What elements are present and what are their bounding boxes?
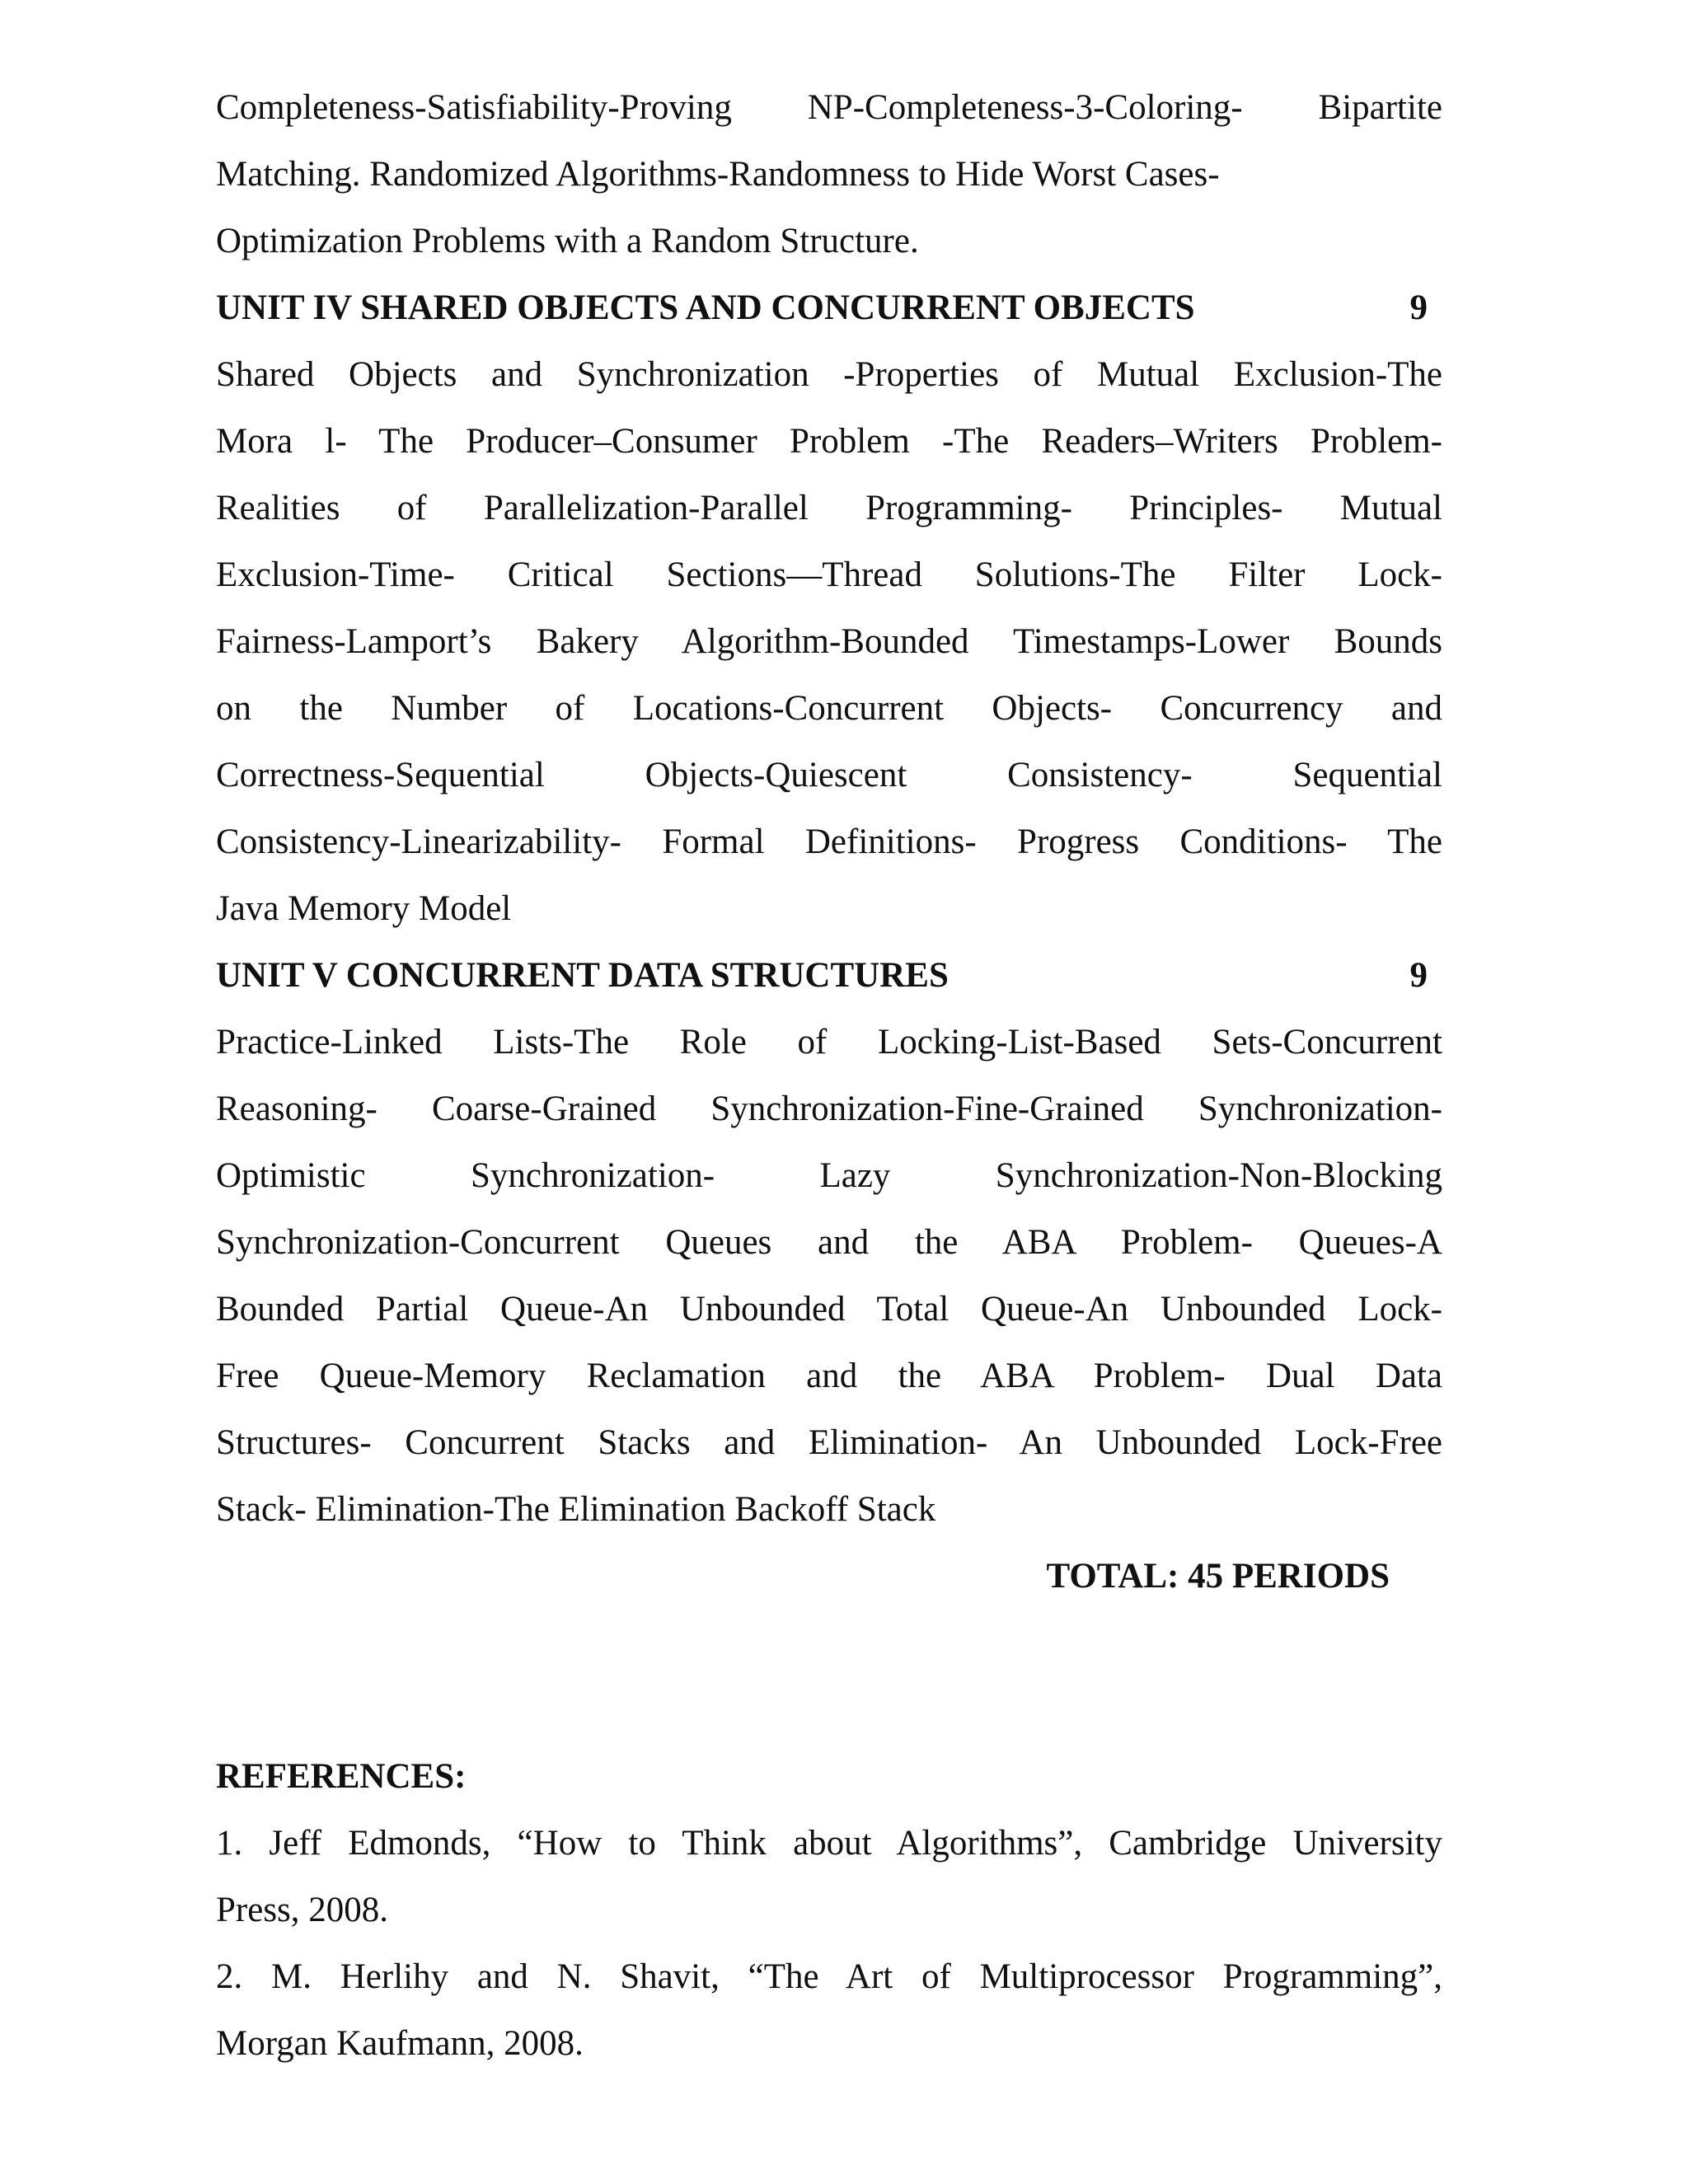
unit-4-section xyxy=(216,274,1442,942)
syllabus-page xyxy=(216,74,1442,2077)
unit-5-title: UNIT V CONCURRENT DATA STRUCTURES xyxy=(216,956,949,995)
paragraph-line: Exclusion-Time- Critical Sections—Thread Solutions-The Filter Lock- xyxy=(216,555,1442,594)
unit-3-continuation xyxy=(216,74,1442,274)
paragraph-line: Completeness-Satisfiability-Proving NP-Completeness-3-Coloring- Bipartite xyxy=(216,88,1442,127)
paragraph-line: Reasoning- Coarse-Grained Synchronization-Fine-Grained Synchronization- xyxy=(216,1090,1442,1128)
references-heading: REFERENCES: xyxy=(216,1757,467,1796)
unit-4-heading xyxy=(216,274,1442,341)
paragraph-line: Consistency-Linearizability- Formal Definitions- Progress Conditions- The xyxy=(216,823,1442,861)
reference-line: 1. Jeff Edmonds, “How to Think about Algorithms”, Cambridge University xyxy=(216,1824,1442,1863)
paragraph-line: Practice-Linked Lists-The Role of Locking-List-Based Sets-Concurrent xyxy=(216,1023,1442,1062)
paragraph-line: Correctness-Sequential Objects-Quiescent Consistency- Sequential xyxy=(216,756,1442,794)
paragraph-line: Mora l- The Producer–Consumer Problem -The Readers–Writers Problem- xyxy=(216,422,1442,461)
reference-line: Press, 2008. xyxy=(216,1891,389,1929)
reference-line: Morgan Kaufmann, 2008. xyxy=(216,2024,584,2063)
paragraph-line: Optimistic Synchronization- Lazy Synchronization-Non-Blocking xyxy=(216,1156,1442,1195)
paragraph-line: Java Memory Model xyxy=(216,889,512,928)
unit-4-hours: 9 xyxy=(1409,288,1428,327)
paragraph-line: Shared Objects and Synchronization -Properties of Mutual Exclusion-The xyxy=(216,355,1442,394)
section-spacer xyxy=(216,1610,1442,1743)
unit-5-section xyxy=(216,942,1442,1543)
unit-5-hours: 9 xyxy=(1409,956,1428,995)
paragraph-line: Bounded Partial Queue-An Unbounded Total Queue-An Unbounded Lock- xyxy=(216,1290,1442,1329)
paragraph-line: Fairness-Lamport’s Bakery Algorithm-Bounded Timestamps-Lower Bounds xyxy=(216,622,1442,661)
paragraph-line: Stack- Elimination-The Elimination Backoff Stack xyxy=(216,1490,936,1529)
paragraph-line: Optimization Problems with a Random Structure. xyxy=(216,222,919,260)
paragraph-line: on the Number of Locations-Concurrent Objects- Concurrency and xyxy=(216,689,1442,728)
unit-4-title: UNIT IV SHARED OBJECTS AND CONCURRENT OBJECTS xyxy=(216,288,1195,327)
total-periods: TOTAL: 45 PERIODS xyxy=(1046,1557,1390,1596)
references-section xyxy=(216,1743,1442,2077)
unit-5-heading xyxy=(216,942,1442,1009)
paragraph-line: Matching. Randomized Algorithms-Randomness to Hide Worst Cases- xyxy=(216,155,1220,194)
paragraph-line: Realities of Parallelization-Parallel Programming- Principles- Mutual xyxy=(216,489,1442,527)
paragraph-line: Structures- Concurrent Stacks and Elimination- An Unbounded Lock-Free xyxy=(216,1423,1442,1462)
paragraph-line: Synchronization-Concurrent Queues and the ABA Problem- Queues-A xyxy=(216,1223,1442,1262)
paragraph-line: Free Queue-Memory Reclamation and the ABA Problem- Dual Data xyxy=(216,1357,1442,1395)
reference-line: 2. M. Herlihy and N. Shavit, “The Art of Multiprocessor Programming”, xyxy=(216,1957,1442,1996)
